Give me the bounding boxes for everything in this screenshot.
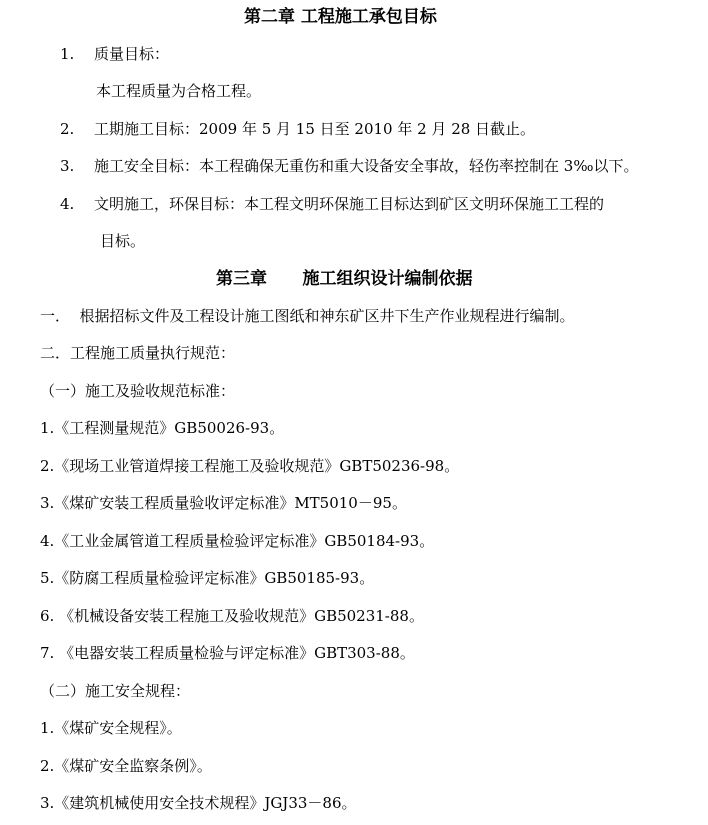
basis-item-2: 二．工程施工质量执行规范： — [40, 344, 236, 362]
goal-item-4 — [60, 194, 604, 214]
goal-item-1-detail: 本工程质量为合格工程。 — [96, 82, 262, 100]
goal-item-4-text: 文明施工，环保目标：本工程文明环保施工目标达到矿区文明环保施工工程的 — [94, 195, 605, 213]
subsection-safety-rules: （二）施工安全规程： — [40, 682, 191, 700]
standard-item-1: 1.《工程测量规范》GB50026-93。 — [40, 419, 285, 437]
goal-item-3-text: 施工安全目标：本工程确保无重伤和重大设备安全事故，轻伤率控制在 3‰以下。 — [94, 157, 639, 175]
goal-item-3 — [60, 156, 638, 176]
safety-rule-item-3: 3.《建筑机械使用安全技术规程》JGJ33－86。 — [40, 794, 357, 812]
goal-item-1-number: 1. — [60, 45, 75, 63]
chapter-3-title: 第三章 施工组织设计编制依据 — [216, 269, 473, 289]
goal-item-3-number: 3. — [60, 157, 75, 175]
basis-item-1: 一． 根据招标文件及工程设计施工图纸和神东矿区井下生产作业规程进行编制。 — [40, 307, 575, 325]
goal-item-4-continuation: 目标。 — [100, 232, 146, 250]
safety-rule-item-2: 2.《煤矿安全监察条例》。 — [40, 757, 212, 775]
safety-rule-item-1: 1.《煤矿安全规程》。 — [40, 719, 182, 737]
goal-item-2 — [60, 119, 535, 139]
goal-item-1-text: 质量目标： — [94, 45, 170, 63]
goal-item-1 — [60, 44, 169, 64]
standard-item-6: 6. 《机械设备安装工程施工及验收规范》GB50231-88。 — [40, 607, 424, 625]
standard-item-4: 4.《工业金属管道工程质量检验评定标准》GB50184-93。 — [40, 532, 435, 550]
goal-item-4-number: 4. — [60, 195, 75, 213]
standard-item-3: 3.《煤矿安装工程质量验收评定标准》MT5010－95。 — [40, 494, 407, 512]
standard-item-2: 2.《现场工业管道焊接工程施工及验收规范》GBT50236-98。 — [40, 457, 460, 475]
standard-item-7: 7. 《电器安装工程质量检验与评定标准》GBT303-88。 — [40, 644, 415, 662]
goal-item-2-number: 2. — [60, 120, 75, 138]
subsection-acceptance-standards: （一）施工及验收规范标准： — [40, 382, 236, 400]
chapter-2-title: 第二章 工程施工承包目标 — [244, 7, 437, 27]
standard-item-5: 5.《防腐工程质量检验评定标准》GB50185-93。 — [40, 569, 375, 587]
goal-item-2-text: 工期施工目标：2009 年 5 月 15 日至 2010 年 2 月 28 日截止。 — [94, 120, 536, 138]
